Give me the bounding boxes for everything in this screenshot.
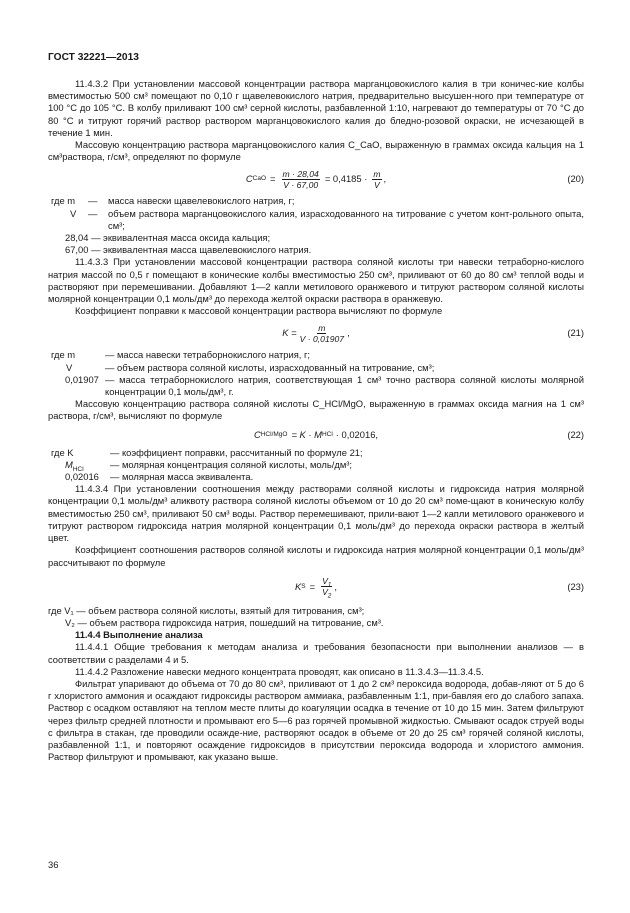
- formula-20-lhs: C: [245, 173, 253, 185]
- document-body: [48, 78, 584, 763]
- legend-20-row-4: 67,00 — эквивалентная масса щавелевокислого натрия.: [65, 244, 312, 256]
- page-number: 36: [48, 859, 59, 870]
- legend-21-row-3: 0,01907 — масса тетраборнокислого натрия, соответствующая 1 см³ точно раствора соляной кислоты молярной концентрации 0,1 моль/дм³, г.: [65, 373, 584, 398]
- formula-22-lhs: C: [253, 428, 261, 440]
- formula-20-denominator: V · 67,00: [283, 179, 319, 190]
- paragraph-coefficient-intro: Коэффициент поправки к массовой концентрации раствора вычисляют по формуле: [75, 305, 443, 317]
- paragraph-cao-intro: Массовую концентрацию раствора марганцовокислого калия C_CaO, выраженную в граммах оксида кальция на 1 см³раствора, г/см³, определяют по формуле: [48, 139, 584, 163]
- formula-23-fraction: $\frac{V_1}{V_2}$: [322, 576, 332, 600]
- section-heading-11-4-4: 11.4.4 Выполнение анализа: [75, 629, 203, 641]
- paragraph-11-4-4-1: 11.4.4.1 Общие требования к методам анализа и требования безопасности при выполнении анализов — в соответствии с разделами 4 и 5.: [48, 641, 584, 665]
- document-header: ГОСТ 32221—2013: [48, 52, 139, 63]
- formula-20-numerator-2: m: [373, 168, 381, 179]
- formula-23-lhs: K: [294, 580, 302, 592]
- formula-20-mid: = 0,4185 ·: [324, 173, 368, 185]
- legend-23-row-1: где V₁ — объем раствора соляной кислоты, взятый для титрования, см³;: [48, 604, 365, 616]
- paragraph-filtrate: Фильтрат упаривают до объема от 70 до 80 см³, приливают от 1 до 2 см³ пероксида водорода, добав-ляют от 5 до 6 г хлористого аммония и осаждают гидроксиды раствором аммиака, разбавленным 1:1, при-бавляя его до слабого запаха. Раствор с осадком оставляют на теплом месте плиты до коагуляции осадка в течение от 10 до 15 мин. Затем фильтруют через фильтр средней плотности и промывают его 5—6 раз горячей промывной жидкостью. Смывают осадок струей воды с фильтра в стакан, где проводили осажде-ние, растворяют осадок в объеме от 20 до 25 см³ горячей соляной кислоты, разбавленной 1:1, и повторяют осаждение гидроксидов в присутствии пероксида водорода и хлористого аммония. Раствор фильтруют и промывают, как указано выше.: [48, 677, 584, 763]
- formula-20-fraction-2: [372, 169, 381, 190]
- legend-21-row-2: V — объем раствора соляной кислоты, израсходованный на титрование, см³;: [66, 361, 435, 373]
- formula-20-denominator-2: V: [374, 179, 380, 190]
- formula-21-denominator: V · 0,01907: [299, 333, 345, 344]
- formula-21-numerator: m: [318, 322, 326, 333]
- legend-22-row-2: $M_{HCl}$ — молярная концентрация соляной кислоты, моль/дм³;: [65, 458, 353, 473]
- paragraph-11-4-3-4: 11.4.3.4 При установлении соотношения между растворами соляной кислоты и гидроксида натрия молярной концентрации 0,1 моль/дм³ аликвоту раствора соляной кислоты объемом от 10 до 20 см³ поме-щают в коническую колбу вместимостью 250 см³, приливают 50 см³ воды. Раствор перемешивают, прили-вают 1—2 капли метилового оранжевого и титруют раствором гидроксида натрия молярной концентрации 0,1 моль/дм³ до перехода окраски раствора в желтый цвет.: [48, 483, 584, 544]
- formula-21: K = $\frac{m}{V \cdot 0,01907}$ , (21): [282, 322, 584, 344]
- legend-20-row-2: V — объем раствора марганцовокислого калия, израсходованного на титрование с учетом конт-рольного опыта, см³;: [70, 207, 584, 231]
- formula-22-number: (22): [567, 428, 584, 440]
- formula-23: K S = $\frac{V_1}{V_2}$ , (23): [294, 576, 584, 600]
- legend-22-row-3: 0,02016 — молярная масса эквивалента.: [65, 471, 254, 483]
- paragraph-11-4-3-3: 11.4.3.3 При установлении массовой концентрации раствора соляной кислоты три навески тетраборно-кислого натрия массой по 0,5 г помещают в конические колбы вместимостью 250 см³, приливают от 60 до 80 см³ теплой воды и растворяют при перемешивании. Добавляют 1—2 капли метилового оранжевого и титруют раствором соляной кислоты молярной концентрации 0,1 моль/дм³ до перехода желтой окраски раствора в оранжевую.: [48, 256, 584, 305]
- formula-20-numerator: m · 28,04: [282, 168, 319, 179]
- paragraph-ratio-intro: Коэффициент соотношения растворов соляной кислоты и гидроксида натрия молярной концентрации 0,1 моль/дм³ рассчитывают по формуле: [48, 544, 584, 568]
- formula-21-lhs: K =: [282, 327, 297, 339]
- formula-20: C CaO = $\frac{m \cdot 28,04}{V \cdot 67,00}$ = 0,4185 · $\frac{m}{V}$ , (20): [245, 168, 584, 190]
- legend-21-row-1: где m — масса навески тетраборнокислого натрия, г;: [51, 349, 311, 361]
- legend-22-row-1: где K — коэффициент поправки, рассчитанный по формуле 21;: [51, 446, 363, 458]
- formula-20-number: (20): [567, 173, 584, 185]
- formula-20-fraction: [282, 169, 320, 190]
- formula-22: C HCl/MgO = K · M HCl · 0,02016, (22): [253, 428, 584, 440]
- legend-23-row-2: V₂ — объем раствора гидроксида натрия, пошедший на титрование, см³.: [65, 616, 384, 628]
- paragraph-11-4-4-2: 11.4.4.2 Разложение навески медного концентрата проводят, как описано в 11.3.4.3—11.3.4.5.: [75, 665, 484, 677]
- legend-20-row-3: 28,04 — эквивалентная масса оксида кальция;: [65, 232, 271, 244]
- paragraph-11-4-3-2: 11.4.3.2 При установлении массовой концентрации раствора марганцовокислого калия в три коничес-кие колбы вместимостью 500 см³ помещают по 0,10 г щавелевокислого натрия, предварительно высушен-ного при температуре от 100 °С до 105 °С. В колбу приливают 100 см³ серной кислоты, разбавленной 1:10, нагревают до температуры от 70 °С до 80 °С и титруют горячий раствор раствором марганцовокислого калия до бледно-розовой окраски, не исчезающей в течение 1 мин.: [48, 78, 584, 138]
- formula-22-rhs: = K · M: [291, 428, 322, 440]
- formula-23-number: (23): [567, 580, 584, 592]
- paragraph-hcl-mgo-intro: Массовую концентрацию раствора соляной кислоты C_HCl/MgO, выраженную в граммах оксида магния на 1 см³ раствора, г/см³, вычисляют по формуле: [48, 398, 584, 422]
- formula-21-fraction: [299, 323, 345, 344]
- formula-21-number: (21): [567, 327, 584, 339]
- legend-20-row-1: где m — масса навески щавелевокислого натрия, г;: [51, 195, 295, 207]
